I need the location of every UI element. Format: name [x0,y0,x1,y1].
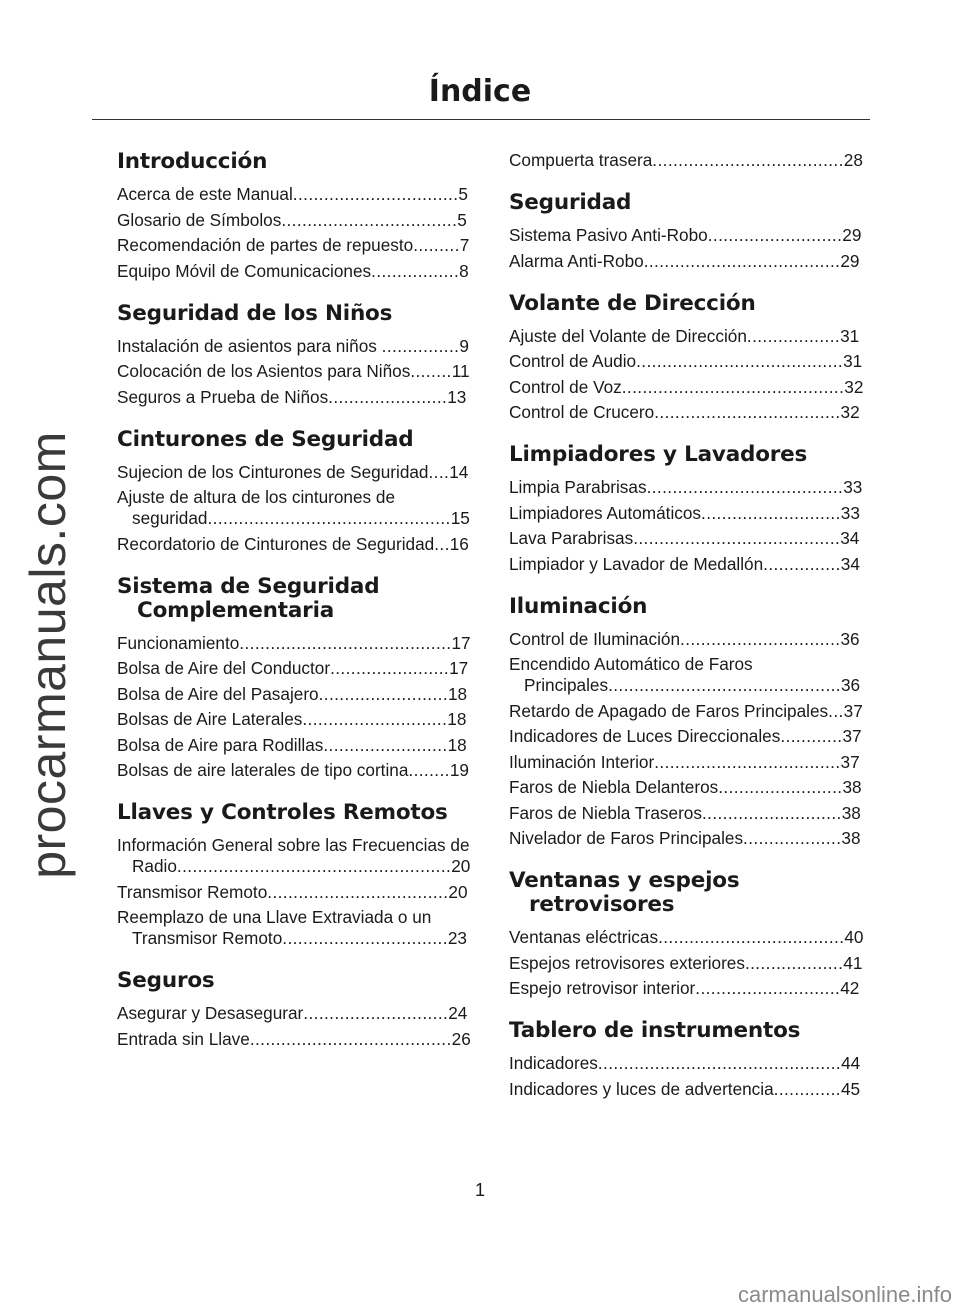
toc-entry-page: 36 [840,675,861,695]
toc-entry[interactable] [509,251,864,272]
toc-entry[interactable] [509,803,864,824]
toc-entry-list [117,184,472,282]
toc-entry[interactable] [117,336,472,357]
toc-entry-page: 42 [840,978,860,998]
toc-entry-title: Transmisor Remoto [117,881,268,902]
toc-entry[interactable] [509,927,864,948]
toc-entry[interactable] [117,462,472,483]
dot-leader: ............................................. [608,675,841,695]
toc-entry-title: Indicadores de Luces Direccionales [509,726,781,746]
toc-entry-page: 7 [459,235,470,255]
toc-entry[interactable] [117,261,472,282]
toc-section [117,969,472,1050]
toc-entry-page: 38 [842,777,862,797]
toc-entry-page: 44 [841,1053,861,1073]
toc-entry-title: Seguros a Prueba de Niños [117,386,329,407]
section-heading: Seguridad de los Niños [117,300,393,326]
toc-entry[interactable] [117,835,472,877]
toc-entry[interactable] [117,658,472,679]
section-heading: Cinturones de Seguridad [117,426,414,452]
toc-entry-page: 31 [843,351,863,371]
dot-leader: .................. [746,325,841,346]
toc-entry[interactable] [509,828,864,849]
toc-entry-page: 13 [447,386,467,407]
toc-entry-list [509,326,864,424]
toc-entry[interactable] [509,1053,864,1074]
toc-entry[interactable] [117,210,472,231]
toc-entry-page: 16 [449,533,469,554]
toc-entry-list [117,336,472,408]
dot-leader: ................... [744,952,844,973]
toc-entry-title: Espejos retrovisores exteriores [509,952,745,973]
toc-entry-page: 37 [843,700,863,721]
section-heading: Llaves y Controles Remotos [117,800,448,825]
toc-entry-list [117,1003,472,1050]
toc-section [117,150,472,282]
toc-entry[interactable] [509,225,864,246]
toc-entry-page: 17 [449,658,469,678]
toc-entry-page: 36 [840,628,860,649]
page-number: 1 [474,1180,485,1200]
dot-leader: .................................... [654,751,841,772]
toc-entry-list [509,225,864,272]
toc-entry[interactable] [509,726,864,747]
section-heading: Limpiadores y Lavadores [509,442,808,467]
toc-entry-title: Reemplazo de una Llave Extraviada o un Transmisor Remoto [117,907,432,948]
toc-entry[interactable] [509,326,864,347]
dot-leader: ............................ [695,978,841,998]
dot-leader: .......................... [707,225,843,245]
dot-leader: ............................... [680,628,841,649]
dot-leader: ......................................... [239,632,452,653]
dot-leader: ..................................................... [176,856,452,876]
dot-leader: ....................... [330,658,450,678]
dot-leader: .... [428,461,450,482]
toc-entry-page: 45 [840,1078,861,1099]
toc-entry[interactable] [117,684,472,705]
toc-entry[interactable] [509,351,864,372]
toc-entry[interactable] [509,477,864,498]
dot-leader: .................................. [281,209,458,230]
toc-entry-page: 38 [841,828,861,848]
dot-leader: ...................................... [646,477,844,497]
toc-entry-title: Bolsas de Aire Laterales [117,709,303,729]
toc-entry[interactable] [509,978,864,999]
toc-entry-list [509,1053,864,1100]
toc-entry[interactable] [509,377,864,398]
toc-entry[interactable] [117,1029,472,1050]
toc-entry[interactable] [509,752,864,773]
toc-entry-page: 26 [451,1028,471,1049]
dot-leader: ......... [413,235,460,255]
side-watermark-text: procarmanuals.com [20,431,76,879]
toc-entry[interactable] [509,528,864,549]
toc-entry-title: Bolsa de Aire para Rodillas [117,734,324,755]
toc-entry-title: Retardo de Apagado de Faros Principales [509,700,829,721]
toc-entry[interactable] [509,701,864,722]
dot-leader: ................................... [267,881,449,902]
dot-leader: ........................ [323,734,448,755]
toc-entry-title: Control de Audio [509,351,637,371]
toc-entry-title: Faros de Niebla Delanteros [509,777,719,797]
toc-section [117,302,472,408]
toc-entry[interactable] [509,554,864,575]
toc-entry[interactable] [509,503,864,524]
toc-section [509,292,864,424]
toc-entry-title: Control de Crucero [509,402,655,422]
dot-leader: ........ [408,760,450,780]
dot-leader: ... [828,700,844,721]
toc-entry-page: 18 [448,683,468,704]
toc-entry-page: 32 [844,376,864,397]
toc-entry[interactable] [509,402,864,423]
toc-entry-title: Información General sobre las Frecuencias de Radio [117,835,470,876]
toc-section [509,191,864,272]
toc-entry-title: Compuerta trasera [509,150,653,170]
toc-entry[interactable] [117,534,472,555]
section-heading: Iluminación [509,593,648,619]
toc-entry[interactable] [509,777,864,798]
toc-entry-page: 28 [843,150,863,170]
toc-section [509,443,864,575]
dot-leader: ......................... [318,683,448,704]
dot-leader: ...................................... [643,250,841,271]
toc-entry[interactable] [117,760,472,781]
toc-section [117,801,472,949]
toc-entry-page: 32 [840,402,860,422]
section-heading: Seguridad [509,190,632,215]
toc-entry-page: 31 [840,325,860,346]
dot-leader: ................................ [292,184,459,204]
toc-entry[interactable] [509,150,864,171]
toc-entry-title: Bolsa de Aire del Conductor [117,658,331,678]
dot-leader: ........ [410,361,452,381]
dot-leader: ................... [743,828,842,848]
toc-entry-page: 24 [448,1003,468,1023]
dot-leader: ............ [780,726,843,746]
dot-leader: ....................................... [249,1028,452,1049]
toc-entry-title: Asegurar y Desasegurar [117,1003,304,1023]
toc-entry-page: 23 [447,928,467,948]
toc-entry-title: Limpiador y Lavador de Medallón [509,553,764,574]
toc-entry-page: 37 [842,726,862,746]
toc-entry[interactable] [117,1003,472,1024]
toc-column-left [117,150,472,1070]
toc-entry-title: Control de Iluminación [509,628,681,649]
toc-column-right [509,150,864,1120]
toc-entry-title: Colocación de los Asientos para Niños [117,361,411,381]
toc-entry-title: Lava Parabrisas [509,528,634,548]
toc-entry-list [509,629,864,850]
toc-entry-title: Instalación de asientos para niños [117,335,382,356]
toc-entry-title: Limpia Parabrisas [509,477,647,497]
toc-entry[interactable] [509,654,864,696]
toc-entry-title: Recordatorio de Cinturones de Seguridad [117,533,435,554]
toc-entry-page: 19 [449,760,469,780]
dot-leader: ............................................... [597,1053,842,1073]
toc-section [509,595,864,850]
dot-leader: ........................... [701,802,842,823]
toc-section [117,575,472,782]
toc-entry-list [509,477,864,575]
toc-entry-page: 18 [447,709,467,729]
toc-entry-page: 8 [459,260,469,281]
page-title: Índice [428,74,532,109]
toc-entry-list [509,150,864,171]
side-watermark [8,0,88,1310]
toc-entry-list [509,927,864,999]
toc-entry-page: 34 [840,528,860,548]
title-divider [92,119,870,120]
footer-watermark: carmanualsonline.info [737,1282,952,1307]
section-heading: Sistema de Seguridad Complementaria [117,573,380,623]
toc-entry-title: Funcionamiento [117,632,240,653]
dot-leader: ... [434,533,450,554]
toc-entry-title: Sistema Pasivo Anti-Robo [509,225,708,245]
section-heading: Seguros [117,968,215,993]
toc-entry-title: Recomendación de partes de repuesto [117,235,414,255]
toc-entry[interactable] [117,709,472,730]
toc-entry-page: 29 [840,250,860,271]
toc-section [509,869,864,999]
dot-leader: ................. [371,260,460,281]
toc-entry-title: Bolsas de aire laterales de tipo cortina [117,760,409,780]
toc-entry-page: 5 [457,209,467,230]
toc-entry-page: 33 [843,477,863,497]
dot-leader: ..................................... [652,150,844,170]
dot-leader: ................................ [282,928,448,948]
toc-entry-page: 5 [458,184,468,204]
toc-entry-page: 34 [840,553,860,574]
toc-entry-page: 29 [842,225,862,245]
toc-entry-page: 33 [840,502,860,523]
toc-entry[interactable] [117,387,472,408]
toc-entry-page: 11 [451,361,470,381]
dot-leader: ........................................ [636,351,844,371]
dot-leader: ........................ [718,777,843,797]
section-heading: Ventanas y espejos retrovisores [509,868,740,917]
toc-section [509,150,864,171]
dot-leader: ............................ [303,1003,449,1023]
toc-entry-page: 20 [451,856,471,876]
toc-entry[interactable] [117,882,472,903]
toc-entry-title: Limpiadores Automáticos [509,502,702,523]
toc-entry-title: Faros de Niebla Traseros [509,802,702,823]
toc-entry-title: Glosario de Símbolos [117,209,282,230]
toc-entry-title: Sujecion de los Cinturones de Seguridad [117,461,429,482]
toc-section [509,1019,864,1100]
toc-entry-title: Alarma Anti-Robo [509,250,644,271]
toc-entry-page: 15 [450,508,470,528]
toc-entry-page: 40 [844,927,864,947]
dot-leader: ........................................... [621,376,845,397]
dot-leader: ....................... [328,386,448,407]
dot-leader: ............. [773,1078,841,1099]
section-heading: Volante de Dirección [509,290,756,316]
toc-entry-list [117,835,472,949]
toc-entry-title: Iluminación Interior [509,751,655,772]
toc-entry-title: Indicadores y luces de advertencia [509,1078,774,1099]
dot-leader: ............... [763,553,841,574]
toc-entry[interactable] [117,907,472,949]
dot-leader: .................................... [658,927,845,947]
toc-entry-list [117,462,472,555]
toc-section [117,428,472,555]
toc-entry[interactable] [117,361,472,382]
toc-entry-title: Encendido Automático de Faros Principales [509,654,753,695]
toc-entry-page: 20 [448,881,468,902]
toc-entry-title: Nivelador de Faros Principales [509,828,744,848]
toc-entry-title: Equipo Móvil de Comunicaciones [117,260,372,281]
toc-entry-title: Control de Voz [509,376,622,397]
toc-entry[interactable] [509,1079,864,1100]
toc-entry-page: 38 [841,802,861,823]
toc-entry-title: Espejo retrovisor interior [509,978,696,998]
toc-entry-title: Bolsa de Aire del Pasajero [117,683,319,704]
toc-entry-page: 14 [449,461,469,482]
toc-entry[interactable] [117,487,472,529]
toc-entry[interactable] [117,184,472,205]
toc-entry[interactable] [117,235,472,256]
section-heading: Tablero de instrumentos [509,1018,801,1043]
toc-entry-list [117,633,472,782]
toc-entry-page: 17 [451,632,471,653]
toc-entry-title: Ventanas eléctricas [509,927,659,947]
toc-entry-page: 18 [447,734,467,755]
toc-entry[interactable] [509,629,864,650]
toc-entry-page: 41 [843,952,863,973]
section-heading: Introducción [117,149,268,174]
toc-entry-title: Acerca de este Manual [117,184,293,204]
toc-entry[interactable] [509,953,864,974]
dot-leader: .................................... [654,402,841,422]
dot-leader: ............................ [302,709,448,729]
dot-leader: ........................................ [633,528,841,548]
toc-entry-title: Ajuste de altura de los cinturones de seguridad [117,487,396,528]
dot-leader: ........................... [701,502,841,523]
dot-leader: ............................................... [207,508,451,528]
toc-entry-page: 9 [459,335,469,356]
toc-entry-page: 37 [840,751,860,772]
toc-entry-title: Ajuste del Volante de Dirección [509,325,747,346]
toc-entry-title: Entrada sin Llave [117,1028,250,1049]
toc-entry[interactable] [117,735,472,756]
toc-entry[interactable] [117,633,472,654]
toc-entry-title: Indicadores [509,1053,598,1073]
dot-leader: ............... [381,335,460,356]
